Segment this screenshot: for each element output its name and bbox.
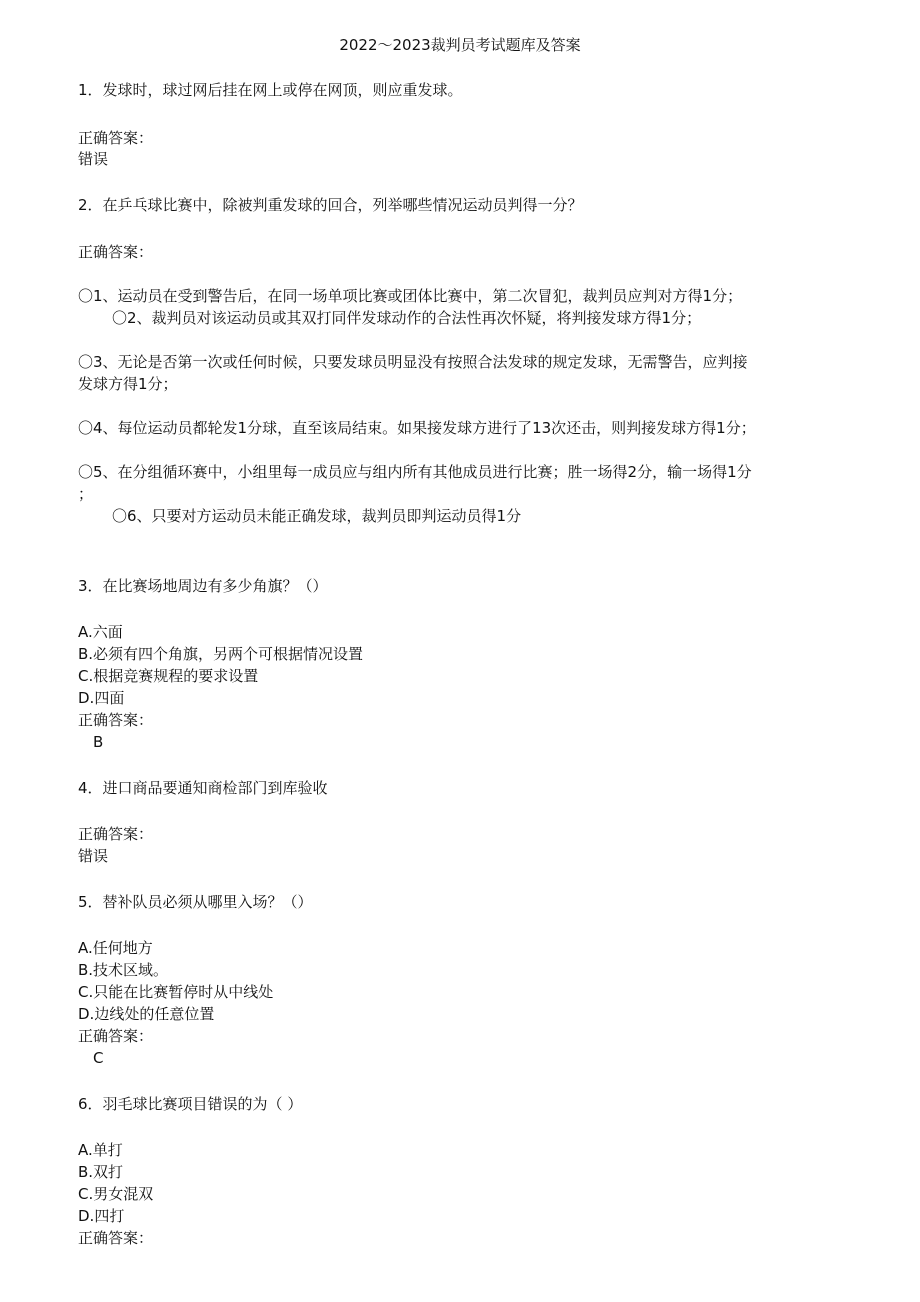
question-2: 2．在乒乓球比赛中，除被判重发球的回合，列举哪些情况运动员判得一分？ [78,196,583,214]
question-4: 4．进口商品要通知商检部门到库验收 [78,779,328,797]
answer-label-4: 正确答案： [78,825,154,843]
question-3: 3．在比赛场地周边有多少角旗？（） [78,577,328,595]
answer-2-item: 〇5、在分组循环赛中，小组里每一成员应与组内所有其他成员进行比赛；胜一场得2分，输一场得1分 [78,463,752,481]
page-title: 2022～2023裁判员考试题库及答案 [339,36,581,54]
option-6d: D.四打 [78,1207,125,1225]
option-3a: A.六面 [78,623,123,641]
question-1: 1．发球时，球过网后挂在网上或停在网顶，则应重发球。 [78,81,463,99]
option-5d: D.边线处的任意位置 [78,1005,215,1023]
answer-label-5: 正确答案： [78,1027,154,1045]
question-5: 5．替补队员必须从哪里入场？（） [78,893,313,911]
option-5c: C.只能在比赛暂停时从中线处 [78,983,274,1001]
answer-2-item: 〇1、运动员在受到警告后，在同一场单项比赛或团体比赛中，第二次冒犯，裁判员应判对方得1分； [78,287,743,305]
option-6b: B.双打 [78,1163,124,1181]
answer-2-item: 〇4、每位运动员都轮发1分球，直至该局结束。如果接发球方进行了13次还击，则判接发球方得1分； [78,419,756,437]
answer-2-item: ； [78,485,94,503]
answer-3: B [93,733,104,751]
question-6: 6．羽毛球比赛项目错误的为（ ） [78,1095,303,1113]
option-5a: A.任何地方 [78,939,153,957]
answer-2-item: 〇3、无论是否第一次或任何时候，只要发球员明显没有按照合法发球的规定发球，无需警告，应判接 [78,353,748,371]
answer-label-3: 正确答案： [78,711,154,729]
option-6a: A.单打 [78,1141,123,1159]
option-3b: B.必须有四个角旗，另两个可根据情况设置 [78,645,364,663]
option-3c: C.根据竞赛规程的要求设置 [78,667,259,685]
option-3d: D.四面 [78,689,125,707]
answer-2-item: 〇6、只要对方运动员未能正确发球，裁判员即判运动员得1分 [112,507,522,525]
answer-1: 错误 [78,150,109,168]
answer-4: 错误 [78,847,109,865]
option-6c: C.男女混双 [78,1185,154,1203]
answer-2-item: 〇2、裁判员对该运动员或其双打同伴发球动作的合法性再次怀疑，将判接发球方得1分； [112,309,702,327]
answer-label-6: 正确答案： [78,1229,154,1247]
answer-label-1: 正确答案： [78,129,154,147]
answer-5: C [93,1049,104,1067]
answer-2-item: 发球方得1分； [78,375,178,393]
answer-label-2: 正确答案： [78,243,154,261]
option-5b: B.技术区域。 [78,961,169,979]
